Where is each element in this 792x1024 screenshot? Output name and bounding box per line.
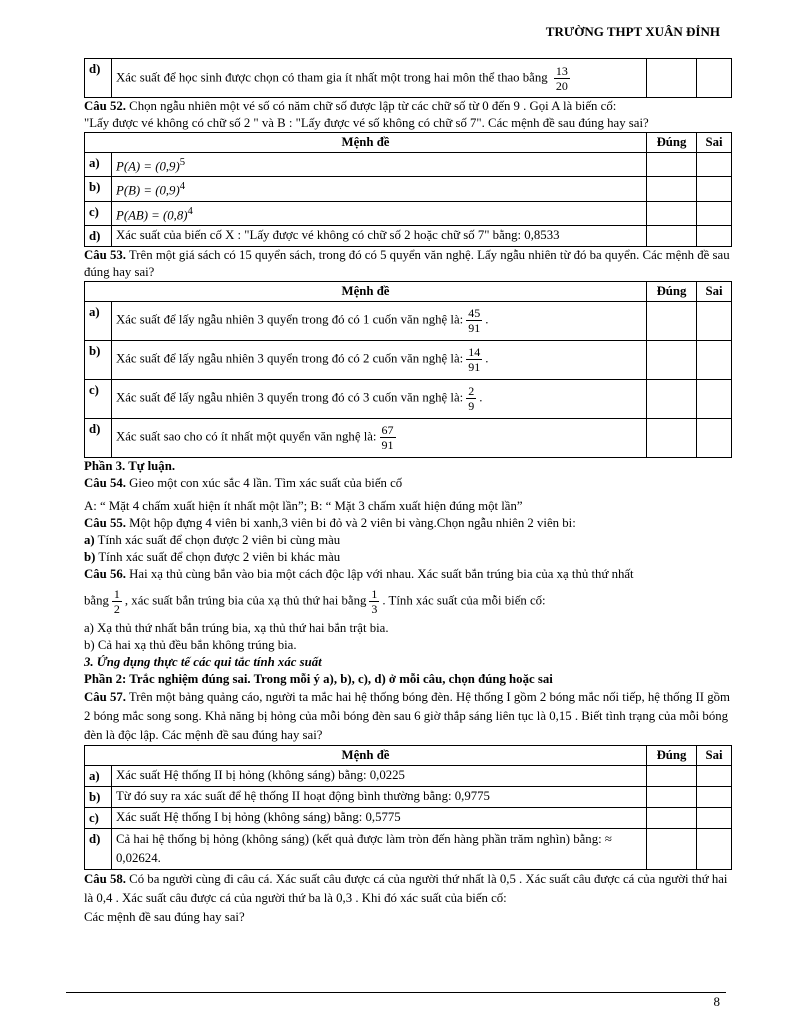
- part-3-title: Phần 3. Tự luận.: [84, 458, 176, 473]
- true-answer-cell[interactable]: [647, 301, 697, 340]
- footer-divider: [66, 992, 726, 993]
- false-answer-cell[interactable]: [697, 786, 732, 807]
- formula: P(B) = (0,9): [116, 183, 180, 198]
- false-answer-cell[interactable]: [697, 379, 732, 418]
- question-54: [84, 475, 732, 492]
- row-label: b): [85, 786, 112, 807]
- true-answer-cell[interactable]: [647, 379, 697, 418]
- statement-cell: Xác suất Hệ thống II bị hỏng (không sáng) bằng: 0,0225: [112, 765, 647, 786]
- false-answer-cell[interactable]: [697, 201, 732, 225]
- row-label: c): [85, 379, 112, 418]
- false-answer-cell[interactable]: [697, 301, 732, 340]
- false-answer-cell[interactable]: [697, 177, 732, 201]
- question-number: Câu 54.: [84, 475, 126, 490]
- item-label: b): [84, 549, 96, 564]
- row-label: a): [85, 765, 112, 786]
- frac-den: 3: [371, 601, 378, 616]
- text: . Tính xác suất của mỗi biến cố:: [382, 593, 546, 608]
- question-52: [84, 98, 732, 115]
- text: bằng: [84, 593, 109, 608]
- false-answer-cell[interactable]: [697, 59, 732, 98]
- true-answer-cell[interactable]: [647, 807, 697, 828]
- question-58: [84, 870, 732, 908]
- fraction: [466, 306, 482, 335]
- question-54-events: A: “ Mặt 4 chấm xuất hiện ít nhất một lần”; B: “ Mặt 3 chấm xuất hiện đúng một lần”: [84, 498, 523, 513]
- item-text: Tính xác suất để chọn được 2 viên bi khác màu: [98, 549, 341, 564]
- true-answer-cell[interactable]: [647, 340, 697, 379]
- question-55: [84, 515, 732, 532]
- q52-table: [84, 132, 732, 247]
- statement-text: Xác suất sao cho có ít nhất một quyển văn nghệ là:: [116, 429, 377, 444]
- formula: P(A) = (0,9): [116, 159, 180, 174]
- row-label: d): [85, 418, 112, 457]
- statement-cell: Xác suất để lấy ngẫu nhiên 3 quyển trong đó có 1 cuốn văn nghệ là: $\frac{45}{91}$ .: [112, 301, 647, 340]
- question-number: Câu 58.: [84, 871, 126, 886]
- question-number: Câu 52.: [84, 99, 126, 113]
- frac-den: 9: [468, 399, 475, 414]
- statement-cell: [112, 201, 647, 225]
- question-text: Trên một giá sách có 15 quyển sách, trong đó có 5 quyển văn nghệ. Lấy ngẫu nhiên từ đó ba quyển. Các mệnh đề sau đúng hay sai?: [84, 247, 730, 279]
- question-text: Gieo một con xúc sắc 4 lần. Tìm xác suất của biến cố: [129, 475, 403, 490]
- row-label: d): [85, 828, 112, 869]
- fraction: [554, 64, 570, 93]
- header-true: Đúng: [647, 745, 697, 765]
- frac-den: 91: [468, 360, 481, 375]
- true-answer-cell[interactable]: [647, 225, 697, 246]
- question-55-b: [84, 549, 732, 566]
- frac-num: 1: [371, 586, 378, 601]
- question-text: Một hộp đựng 4 viên bi xanh,3 viên bi đỏ và 2 viên bi vàng.Chọn ngẫu nhiên 2 viên bi:: [129, 515, 576, 530]
- question-56: [84, 566, 732, 583]
- fraction: [466, 384, 476, 413]
- formula: P(AB) = (0,8): [116, 207, 188, 222]
- header-statement: Mệnh đề: [85, 133, 647, 153]
- row-label: a): [85, 153, 112, 177]
- statement-cell: Xác suất để lấy ngẫu nhiên 3 quyển trong đó có 3 cuốn văn nghệ là: $\frac{2}{9}$ .: [112, 379, 647, 418]
- frac-num: 67: [381, 423, 394, 438]
- statement-cell: Xác suất của biến cố X : "Lấy được vé không có chữ số 2 hoặc chữ số 7" bằng: 0,8533: [112, 225, 647, 246]
- true-answer-cell[interactable]: [647, 177, 697, 201]
- row-label: d): [85, 59, 112, 98]
- frac-num: 1: [113, 586, 120, 601]
- q57-table: [84, 745, 732, 870]
- item-text: Tính xác suất để chọn được 2 viên bi cùng màu: [97, 532, 341, 547]
- row-label: c): [85, 807, 112, 828]
- question-57: [84, 688, 732, 745]
- true-answer-cell[interactable]: [647, 765, 697, 786]
- fraction: [380, 423, 396, 452]
- question-56-cont: [84, 587, 732, 616]
- header-false: Sai: [697, 281, 732, 301]
- true-answer-cell[interactable]: [647, 786, 697, 807]
- question-number: Câu 55.: [84, 515, 126, 530]
- frac-num: 14: [468, 345, 481, 360]
- prev-question-table: [84, 58, 732, 98]
- header-statement: Mệnh đề: [85, 745, 647, 765]
- true-answer-cell[interactable]: [647, 828, 697, 869]
- question-text: Hai xạ thủ cùng bắn vào bia một cách độc lập với nhau. Xác suất bắn trúng bia của xạ thủ thứ nhất: [129, 566, 634, 581]
- true-answer-cell[interactable]: [647, 201, 697, 225]
- page-number: 8: [713, 994, 720, 1009]
- frac-den: 2: [113, 601, 120, 616]
- header-false: Sai: [697, 745, 732, 765]
- question-56-b: b) Cả hai xạ thủ đều bắn không trúng bia.: [84, 637, 297, 652]
- false-answer-cell[interactable]: [697, 807, 732, 828]
- false-answer-cell[interactable]: [697, 828, 732, 869]
- header-true: Đúng: [647, 133, 697, 153]
- frac-den: 91: [468, 321, 481, 336]
- fraction: [112, 587, 122, 616]
- q53-table: [84, 281, 732, 458]
- statement-cell: Cả hai hệ thống bị hỏng (không sáng) (kết quả được làm tròn đến hàng phần trăm nghìn) bằng: ≈ 0,02624.: [112, 828, 647, 869]
- false-answer-cell[interactable]: [697, 765, 732, 786]
- row-label: d): [85, 225, 112, 246]
- header-statement: Mệnh đề: [85, 281, 647, 301]
- frac-num: 13: [555, 63, 568, 78]
- text: , xác suất bắn trúng bia của xạ thủ thứ hai bằng: [124, 593, 367, 608]
- frac-den: 91: [381, 438, 394, 453]
- frac-den: 20: [555, 78, 568, 93]
- item-label: a): [84, 532, 95, 547]
- true-answer-cell[interactable]: [647, 418, 697, 457]
- section-3-title: 3. Ứng dụng thực tế các qui tắc tính xác suất: [84, 654, 322, 669]
- school-header: TRƯỜNG THPT XUÂN ĐỈNH: [545, 24, 720, 39]
- question-52-cont: "Lấy được vé không có chữ số 2 " và B : "Lấy được vé số không có chữ số 7". Các mệnh đề sau đúng hay sai?: [84, 116, 649, 130]
- question-number: Câu 53.: [84, 247, 126, 262]
- statement-cell: Xác suất để lấy ngẫu nhiên 3 quyển trong đó có 2 cuốn văn nghệ là: $\frac{14}{91}$ .: [112, 340, 647, 379]
- statement-cell: [112, 153, 647, 177]
- frac-num: 45: [468, 306, 481, 321]
- question-text: Có ba người cùng đi câu cá. Xác suất câu được cá của người thứ nhất là 0,5 . Xác suất câu được cá của người thứ hai là 0,4 . Xác suất câu được cá của người thứ ba là 0,3 . Khi đó xác suất của biến cố:: [84, 871, 728, 905]
- statement-text: Xác suất để học sinh được chọn có tham gia ít nhất một trong hai môn thể thao bằng: [116, 69, 548, 84]
- part-2-title: Phần 2: Trắc nghiệm đúng sai. Trong mỗi ý a), b), c), d) ở mỗi câu, chọn đúng hoặc sai: [84, 671, 553, 686]
- question-56-a: a) Xạ thủ thứ nhất bắn trúng bia, xạ thủ thứ hai bắn trật bia.: [84, 620, 389, 635]
- statement-text: Xác suất để lấy ngẫu nhiên 3 quyển trong đó có 3 cuốn văn nghệ là:: [116, 390, 464, 405]
- header-true: Đúng: [647, 281, 697, 301]
- exponent: 5: [179, 157, 186, 168]
- header-false: Sai: [697, 133, 732, 153]
- statement-text: Xác suất để lấy ngẫu nhiên 3 quyển trong đó có 2 cuốn văn nghệ là:: [116, 351, 464, 366]
- question-text: Chọn ngẫu nhiên một vé số có năm chữ số được lập từ các chữ số từ 0 đến 9 . Gọi A là biến cố:: [129, 99, 617, 113]
- row-label: b): [85, 177, 112, 201]
- exponent: 4: [179, 181, 186, 193]
- row-label: a): [85, 301, 112, 340]
- statement-cell: [112, 418, 647, 457]
- statement-text: Xác suất để lấy ngẫu nhiên 3 quyển trong đó có 1 cuốn văn nghệ là:: [116, 312, 464, 327]
- fraction: [466, 345, 482, 374]
- statement-cell: Từ đó suy ra xác suất để hệ thống II hoạt động bình thường bằng: 0,9775: [112, 786, 647, 807]
- true-answer-cell[interactable]: [647, 153, 697, 177]
- statement-cell: [112, 177, 647, 201]
- frac-num: 2: [468, 384, 475, 399]
- exponent: 4: [187, 205, 193, 217]
- false-answer-cell[interactable]: [697, 153, 732, 177]
- false-answer-cell[interactable]: [697, 225, 732, 246]
- question-53: [84, 247, 732, 281]
- question-number: Câu 57.: [84, 689, 126, 704]
- row-label: c): [85, 201, 112, 225]
- row-label: b): [85, 340, 112, 379]
- question-55-a: [84, 532, 732, 549]
- true-answer-cell[interactable]: [647, 59, 697, 98]
- page-content: [84, 58, 732, 927]
- statement-cell: Xác suất Hệ thống I bị hỏng (không sáng) bằng: 0,5775: [112, 807, 647, 828]
- fraction: [369, 587, 379, 616]
- question-text: Trên một bảng quảng cáo, người ta mắc hai hệ thống bóng đèn. Hệ thống I gồm 2 bóng mắc nối tiếp, hệ thống II gồm 2 bóng mắc song song. Khả năng bị hỏng của mỗi bóng đèn sau 6 giờ thắp sáng liên tục là 0,15 . Biết tình trạng của mỗi bóng đèn là độc lập. Các mệnh đề sau đúng hay sai?: [84, 689, 730, 742]
- false-answer-cell[interactable]: [697, 418, 732, 457]
- question-58-cont: Các mệnh đề sau đúng hay sai?: [84, 909, 245, 924]
- statement-cell: [112, 59, 647, 98]
- false-answer-cell[interactable]: [697, 340, 732, 379]
- question-number: Câu 56.: [84, 566, 126, 581]
